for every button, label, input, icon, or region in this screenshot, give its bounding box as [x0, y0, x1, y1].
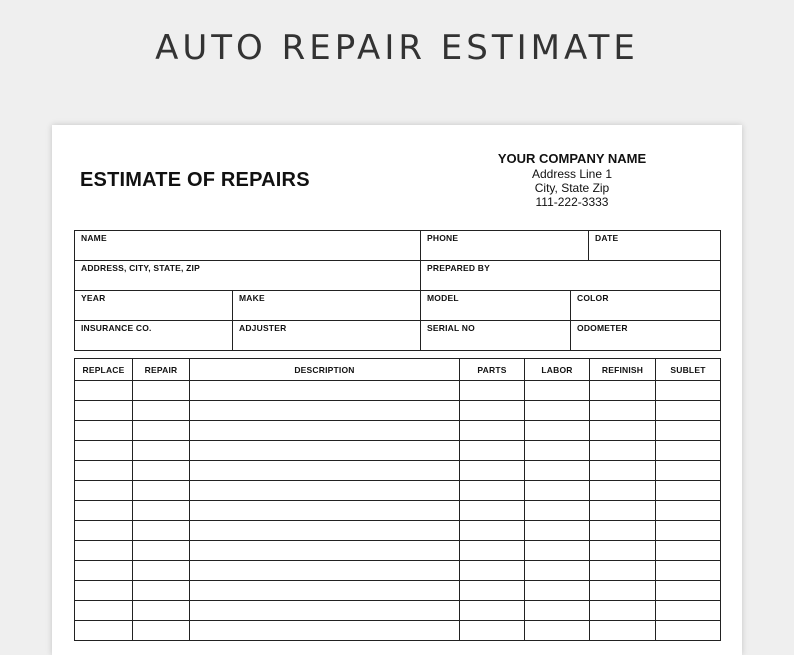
- year-field[interactable]: YEAR: [75, 291, 233, 321]
- company-address: Address Line 1: [531, 167, 613, 181]
- cell-description[interactable]: [190, 581, 460, 601]
- cell-labor[interactable]: [525, 441, 590, 461]
- cell-sublet[interactable]: [656, 621, 721, 641]
- table-row: [75, 381, 721, 401]
- cell-parts[interactable]: [460, 561, 525, 581]
- cell-replace[interactable]: [75, 581, 133, 601]
- col-header-labor: LABOR: [525, 359, 590, 381]
- form-title: ESTIMATE OF REPAIRS: [80, 169, 310, 191]
- cell-sublet[interactable]: [656, 541, 721, 561]
- make-field[interactable]: MAKE: [233, 291, 421, 321]
- cell-sublet[interactable]: [656, 521, 721, 541]
- cell-description[interactable]: [190, 401, 460, 421]
- cell-refinish[interactable]: [590, 481, 656, 501]
- odometer-field[interactable]: ODOMETER: [571, 321, 721, 351]
- cell-replace[interactable]: [75, 421, 133, 441]
- cell-repair[interactable]: [133, 421, 190, 441]
- cell-description[interactable]: [190, 481, 460, 501]
- cell-labor[interactable]: [525, 401, 590, 421]
- cell-sublet[interactable]: [656, 501, 721, 521]
- model-field[interactable]: MODEL: [421, 291, 571, 321]
- cell-description[interactable]: [190, 621, 460, 641]
- cell-labor[interactable]: [525, 541, 590, 561]
- table-row: [75, 501, 721, 521]
- repair-items-table: [74, 358, 721, 641]
- cell-sublet[interactable]: [656, 381, 721, 401]
- col-header-sublet: SUBLET: [656, 359, 721, 381]
- cell-labor[interactable]: [525, 601, 590, 621]
- table-row: [75, 541, 721, 561]
- cell-repair[interactable]: [133, 621, 190, 641]
- cell-refinish[interactable]: [590, 401, 656, 421]
- company-block: [472, 151, 672, 209]
- cell-labor[interactable]: [525, 621, 590, 641]
- prepared-by-field[interactable]: PREPARED BY: [421, 261, 721, 291]
- serial-field[interactable]: SERIAL NO: [421, 321, 571, 351]
- cell-parts[interactable]: [460, 461, 525, 481]
- cell-refinish[interactable]: [590, 581, 656, 601]
- customer-vehicle-info: [74, 230, 721, 351]
- cell-labor[interactable]: [525, 421, 590, 441]
- cell-repair[interactable]: [133, 561, 190, 581]
- cell-labor[interactable]: [525, 461, 590, 481]
- cell-sublet[interactable]: [656, 421, 721, 441]
- cell-labor[interactable]: [525, 381, 590, 401]
- cell-repair[interactable]: [133, 501, 190, 521]
- info-row: [75, 231, 721, 261]
- cell-refinish[interactable]: [590, 521, 656, 541]
- cell-labor[interactable]: [525, 581, 590, 601]
- cell-description[interactable]: [190, 541, 460, 561]
- cell-description[interactable]: [190, 601, 460, 621]
- cell-sublet[interactable]: [656, 401, 721, 421]
- cell-repair[interactable]: [133, 401, 190, 421]
- cell-replace[interactable]: [75, 521, 133, 541]
- cell-description[interactable]: [190, 461, 460, 481]
- cell-sublet[interactable]: [656, 601, 721, 621]
- repair-items-body: [75, 381, 721, 641]
- cell-parts[interactable]: [460, 401, 525, 421]
- cell-parts[interactable]: [460, 501, 525, 521]
- cell-sublet[interactable]: [656, 461, 721, 481]
- cell-labor[interactable]: [525, 561, 590, 581]
- insurance-field[interactable]: INSURANCE CO.: [75, 321, 233, 351]
- cell-parts[interactable]: [460, 601, 525, 621]
- cell-repair[interactable]: [133, 461, 190, 481]
- cell-parts[interactable]: [460, 521, 525, 541]
- cell-refinish[interactable]: [590, 381, 656, 401]
- cell-replace[interactable]: [75, 441, 133, 461]
- col-header-parts: PARTS: [460, 359, 525, 381]
- table-row: [75, 401, 721, 421]
- date-field[interactable]: DATE: [589, 231, 721, 261]
- cell-parts[interactable]: [460, 441, 525, 461]
- cell-repair[interactable]: [133, 601, 190, 621]
- cell-sublet[interactable]: [656, 581, 721, 601]
- cell-replace[interactable]: [75, 401, 133, 421]
- cell-parts[interactable]: [460, 621, 525, 641]
- company-name: YOUR COMPANY NAME: [497, 151, 647, 166]
- cell-replace[interactable]: [75, 501, 133, 521]
- cell-replace[interactable]: [75, 561, 133, 581]
- cell-labor[interactable]: [525, 521, 590, 541]
- estimate-sheet: [52, 125, 742, 655]
- cell-refinish[interactable]: [590, 461, 656, 481]
- cell-sublet[interactable]: [656, 481, 721, 501]
- cell-repair[interactable]: [133, 441, 190, 461]
- company-city-state-zip: City, State Zip: [534, 181, 610, 195]
- table-row: [75, 621, 721, 641]
- cell-description[interactable]: [190, 381, 460, 401]
- cell-refinish[interactable]: [590, 441, 656, 461]
- cell-replace[interactable]: [75, 481, 133, 501]
- cell-refinish[interactable]: [590, 561, 656, 581]
- cell-labor[interactable]: [525, 481, 590, 501]
- cell-parts[interactable]: [460, 421, 525, 441]
- col-header-repair: REPAIR: [133, 359, 190, 381]
- cell-replace[interactable]: [75, 621, 133, 641]
- adjuster-field[interactable]: ADJUSTER: [233, 321, 421, 351]
- table-row: [75, 581, 721, 601]
- cell-replace[interactable]: [75, 601, 133, 621]
- cell-description[interactable]: [190, 561, 460, 581]
- info-row: [75, 321, 721, 351]
- banner-title: AUTO REPAIR ESTIMATE: [155, 28, 639, 68]
- table-row: [75, 561, 721, 581]
- cell-description[interactable]: [190, 441, 460, 461]
- phone-field[interactable]: PHONE: [421, 231, 589, 261]
- cell-description[interactable]: [190, 421, 460, 441]
- cell-refinish[interactable]: [590, 601, 656, 621]
- info-row: [75, 291, 721, 321]
- cell-repair[interactable]: [133, 481, 190, 501]
- table-row: [75, 461, 721, 481]
- cell-repair[interactable]: [133, 581, 190, 601]
- table-row: [75, 521, 721, 541]
- cell-parts[interactable]: [460, 381, 525, 401]
- address-field[interactable]: ADDRESS, CITY, STATE, ZIP: [75, 261, 421, 291]
- cell-parts[interactable]: [460, 581, 525, 601]
- cell-refinish[interactable]: [590, 621, 656, 641]
- col-header-refinish: REFINISH: [590, 359, 656, 381]
- table-header-row: [75, 359, 721, 381]
- table-row: [75, 421, 721, 441]
- table-row: [75, 441, 721, 461]
- cell-replace[interactable]: [75, 541, 133, 561]
- cell-sublet[interactable]: [656, 441, 721, 461]
- cell-description[interactable]: [190, 501, 460, 521]
- cell-repair[interactable]: [133, 541, 190, 561]
- info-row: [75, 261, 721, 291]
- cell-refinish[interactable]: [590, 541, 656, 561]
- cell-repair[interactable]: [133, 381, 190, 401]
- col-header-replace: REPLACE: [75, 359, 133, 381]
- cell-description[interactable]: [190, 521, 460, 541]
- col-header-description: DESCRIPTION: [190, 359, 460, 381]
- cell-parts[interactable]: [460, 541, 525, 561]
- table-row: [75, 601, 721, 621]
- cell-labor[interactable]: [525, 501, 590, 521]
- company-phone: 111-222-3333: [535, 195, 609, 209]
- table-row: [75, 481, 721, 501]
- cell-parts[interactable]: [460, 481, 525, 501]
- cell-repair[interactable]: [133, 521, 190, 541]
- color-field[interactable]: COLOR: [571, 291, 721, 321]
- cell-replace[interactable]: [75, 381, 133, 401]
- cell-sublet[interactable]: [656, 561, 721, 581]
- cell-refinish[interactable]: [590, 421, 656, 441]
- name-field[interactable]: NAME: [75, 231, 421, 261]
- cell-refinish[interactable]: [590, 501, 656, 521]
- cell-replace[interactable]: [75, 461, 133, 481]
